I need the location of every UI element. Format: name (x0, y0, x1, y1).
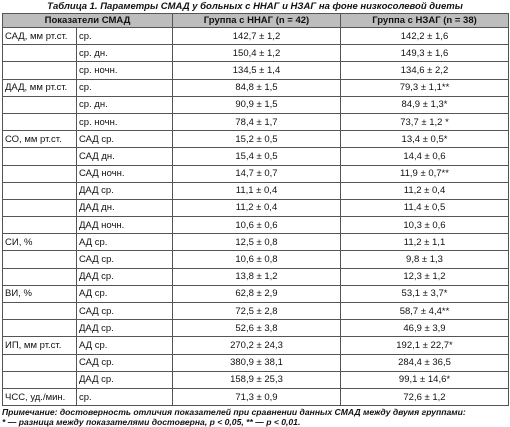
row-label-cell: АД ср. (77, 285, 173, 302)
footnote-line-2: * — разница между показателями достоверна, р < 0,05, ** — р < 0,01. (2, 417, 301, 427)
value-nnag-cell: 11,1 ± 0,4 (173, 182, 341, 199)
header-group-nzag: Группа с НЗАГ (n = 38) (341, 14, 509, 28)
value-nnag-cell: 72,5 ± 2,8 (173, 303, 341, 320)
value-nnag-cell: 90,9 ± 1,5 (173, 96, 341, 113)
table-row (3, 388, 509, 405)
value-nzag-cell: 73,7 ± 1,2 * (341, 113, 509, 130)
row-group-cell (3, 148, 77, 165)
table-row (3, 371, 509, 388)
row-group-cell (3, 62, 77, 79)
table-header-row (3, 14, 509, 28)
header-indicators: Показатели СМАД (3, 14, 173, 28)
value-nzag-cell: 84,9 ± 1,3* (341, 96, 509, 113)
row-label-cell: ДАД дн. (77, 199, 173, 216)
row-label-cell: АД ср. (77, 234, 173, 251)
value-nnag-cell: 380,9 ± 38,1 (173, 354, 341, 371)
value-nnag-cell: 270,2 ± 24,3 (173, 337, 341, 354)
row-group-cell (3, 113, 77, 130)
value-nnag-cell: 62,8 ± 2,9 (173, 285, 341, 302)
value-nzag-cell: 149,3 ± 1,6 (341, 45, 509, 62)
value-nzag-cell: 9,8 ± 1,3 (341, 251, 509, 268)
row-label-cell: ДАД ср. (77, 182, 173, 199)
value-nzag-cell: 11,4 ± 0,5 (341, 199, 509, 216)
row-group-cell: ДАД, мм рт.ст. (3, 79, 77, 96)
value-nzag-cell: 11,9 ± 0,7** (341, 165, 509, 182)
value-nzag-cell: 11,2 ± 0,4 (341, 182, 509, 199)
table-row (3, 320, 509, 337)
table-row (3, 217, 509, 234)
table-row (3, 251, 509, 268)
table-caption: Таблица 1. Параметры СМАД у больных с ННАГ и НЗАГ на фоне низкосолевой диеты (47, 1, 463, 12)
footnote (2, 407, 508, 427)
row-label-cell: ДАД ср. (77, 268, 173, 285)
row-group-cell: ВИ, % (3, 285, 77, 302)
row-label-cell: ДАД ср. (77, 371, 173, 388)
value-nnag-cell: 10,6 ± 0,6 (173, 217, 341, 234)
table-row (3, 28, 509, 45)
value-nzag-cell: 58,7 ± 4,4** (341, 303, 509, 320)
value-nzag-cell: 14,4 ± 0,6 (341, 148, 509, 165)
value-nzag-cell: 79,3 ± 1,1** (341, 79, 509, 96)
table-row (3, 45, 509, 62)
row-group-cell (3, 268, 77, 285)
row-label-cell: САД ночн. (77, 165, 173, 182)
row-label-cell: САД ср. (77, 131, 173, 148)
row-label-cell: САД дн. (77, 148, 173, 165)
value-nzag-cell: 72,6 ± 1,2 (341, 388, 509, 405)
value-nnag-cell: 15,2 ± 0,5 (173, 131, 341, 148)
value-nzag-cell: 12,3 ± 1,2 (341, 268, 509, 285)
row-label-cell: ср. ночн. (77, 113, 173, 130)
row-group-cell: СИ, % (3, 234, 77, 251)
value-nzag-cell: 284,4 ± 36,5 (341, 354, 509, 371)
table-row (3, 62, 509, 79)
row-label-cell: ДАД ночн. (77, 217, 173, 234)
value-nnag-cell: 15,4 ± 0,5 (173, 148, 341, 165)
row-label-cell: ср. (77, 388, 173, 405)
table-row (3, 234, 509, 251)
row-label-cell: ДАД ср. (77, 320, 173, 337)
value-nzag-cell: 192,1 ± 22,7* (341, 337, 509, 354)
value-nnag-cell: 142,7 ± 1,2 (173, 28, 341, 45)
value-nnag-cell: 11,2 ± 0,4 (173, 199, 341, 216)
value-nzag-cell: 11,2 ± 1,1 (341, 234, 509, 251)
value-nzag-cell: 134,6 ± 2,2 (341, 62, 509, 79)
table-row (3, 268, 509, 285)
value-nnag-cell: 84,8 ± 1,5 (173, 79, 341, 96)
row-group-cell: СО, мм рт.ст. (3, 131, 77, 148)
table-row (3, 148, 509, 165)
row-group-cell (3, 217, 77, 234)
table-row (3, 79, 509, 96)
row-group-cell (3, 320, 77, 337)
row-group-cell (3, 96, 77, 113)
row-label-cell: САД ср. (77, 251, 173, 268)
row-label-cell: АД ср. (77, 337, 173, 354)
row-group-cell: САД, мм рт.ст. (3, 28, 77, 45)
row-label-cell: ср. дн. (77, 96, 173, 113)
row-group-cell (3, 199, 77, 216)
value-nnag-cell: 52,6 ± 3,8 (173, 320, 341, 337)
smad-table (2, 13, 509, 406)
table-row (3, 131, 509, 148)
row-group-cell (3, 251, 77, 268)
value-nnag-cell: 12,5 ± 0,8 (173, 234, 341, 251)
value-nzag-cell: 142,2 ± 1,6 (341, 28, 509, 45)
value-nzag-cell: 10,3 ± 0,6 (341, 217, 509, 234)
value-nzag-cell: 46,9 ± 3,9 (341, 320, 509, 337)
table-row (3, 285, 509, 302)
row-group-cell: ИП, мм рт.ст. (3, 337, 77, 354)
row-group-cell (3, 354, 77, 371)
value-nzag-cell: 53,1 ± 3,7* (341, 285, 509, 302)
value-nnag-cell: 150,4 ± 1,2 (173, 45, 341, 62)
table-row (3, 96, 509, 113)
footnote-line-1: Примечание: достоверность отличия показателей при сравнении данных СМАД между двумя группами: (2, 407, 466, 418)
table-row (3, 182, 509, 199)
header-group-nnag: Группа с ННАГ (n = 42) (173, 14, 341, 28)
table-row (3, 354, 509, 371)
value-nzag-cell: 99,1 ± 14,6* (341, 371, 509, 388)
value-nnag-cell: 134,5 ± 1,4 (173, 62, 341, 79)
value-nnag-cell: 71,3 ± 0,9 (173, 388, 341, 405)
row-group-cell (3, 165, 77, 182)
row-label-cell: ср. (77, 79, 173, 96)
value-nnag-cell: 78,4 ± 1,7 (173, 113, 341, 130)
row-group-cell (3, 303, 77, 320)
row-label-cell: ср. ночн. (77, 62, 173, 79)
table-row (3, 337, 509, 354)
row-group-cell (3, 45, 77, 62)
row-group-cell: ЧСС, уд./мин. (3, 388, 77, 405)
row-label-cell: САД ср. (77, 303, 173, 320)
row-group-cell (3, 371, 77, 388)
table-row (3, 113, 509, 130)
value-nnag-cell: 158,9 ± 25,3 (173, 371, 341, 388)
value-nzag-cell: 13,4 ± 0,5* (341, 131, 509, 148)
row-label-cell: ср. дн. (77, 45, 173, 62)
value-nnag-cell: 14,7 ± 0,7 (173, 165, 341, 182)
row-label-cell: ср. (77, 28, 173, 45)
value-nnag-cell: 13,8 ± 1,2 (173, 268, 341, 285)
table-row (3, 303, 509, 320)
table-row (3, 165, 509, 182)
table-row (3, 199, 509, 216)
row-label-cell: САД ср. (77, 354, 173, 371)
row-group-cell (3, 182, 77, 199)
value-nnag-cell: 10,6 ± 0,8 (173, 251, 341, 268)
